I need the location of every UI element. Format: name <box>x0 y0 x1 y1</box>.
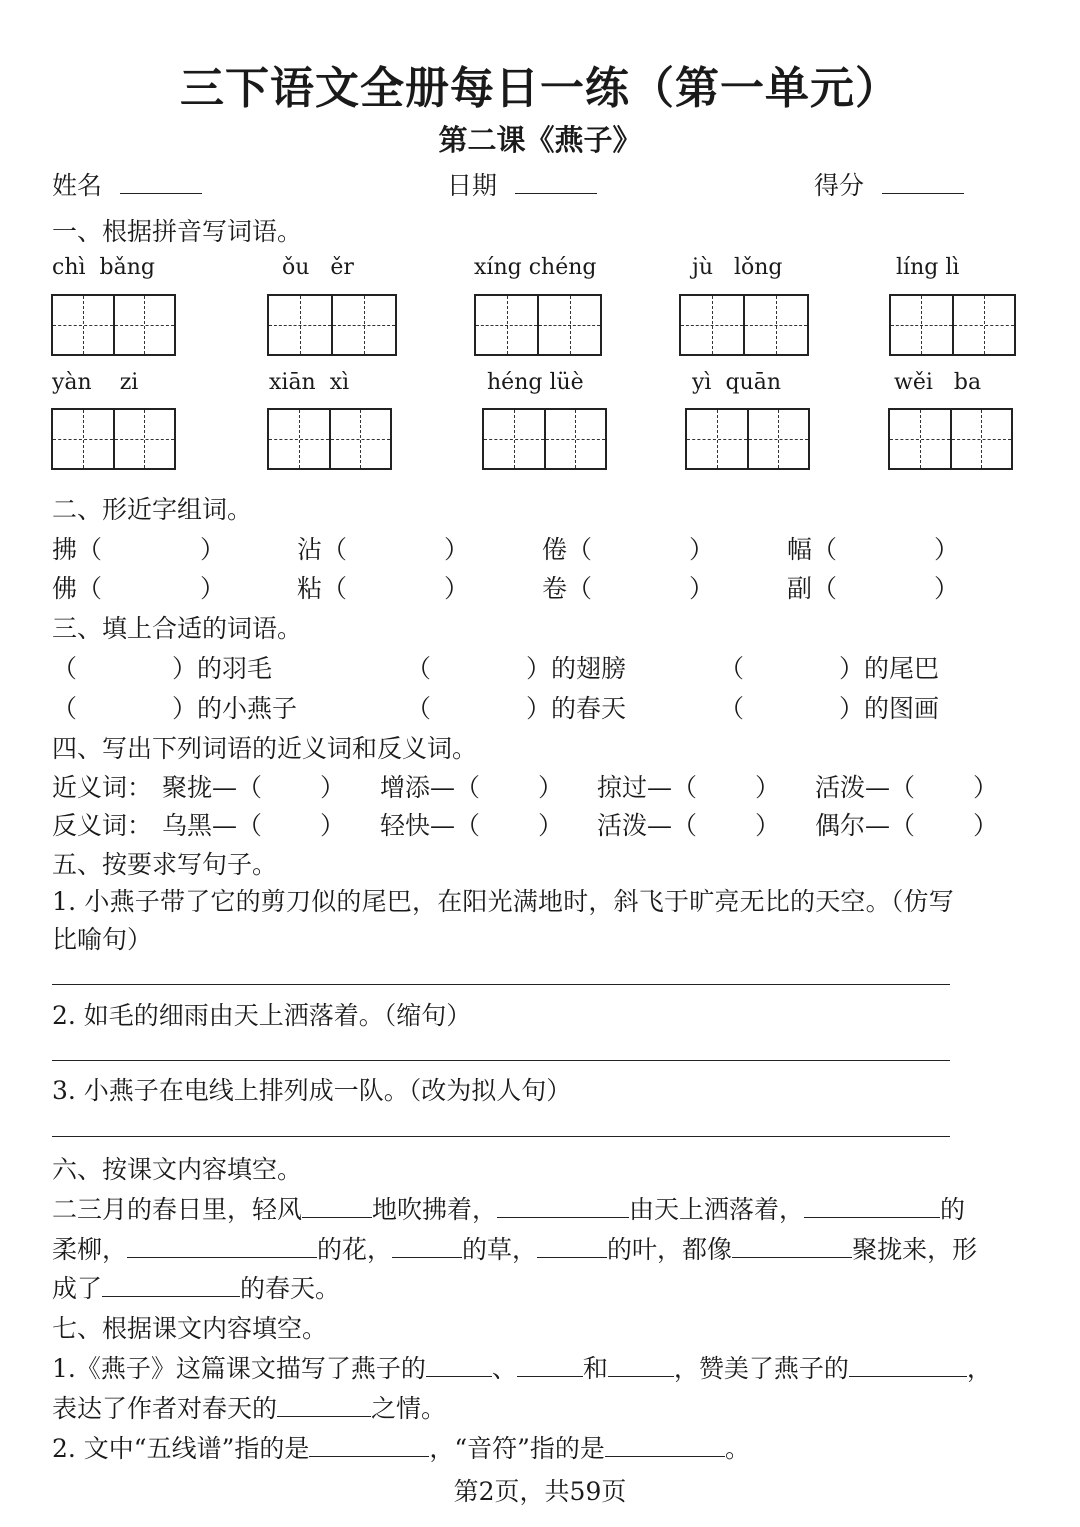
pinyin-label: yì quān <box>692 370 782 395</box>
similar-char-item: 倦（ <box>542 535 593 564</box>
pinyin-label: jù lǒng <box>692 255 783 280</box>
writing-grid[interactable] <box>267 408 392 470</box>
answer-line[interactable] <box>52 1136 950 1137</box>
name-field <box>52 166 202 202</box>
question-7-1-cont: 表达了作者对春天的 之情。 <box>52 1394 447 1423</box>
pinyin-label: héng lüè <box>487 370 584 395</box>
fill-phrase: ）的尾巴 <box>839 654 940 683</box>
close-paren: ） <box>538 811 564 840</box>
fill-blank[interactable] <box>127 1235 317 1258</box>
pinyin-label: xiān xì <box>269 370 350 395</box>
writing-grid[interactable] <box>474 294 602 356</box>
pinyin-label: ǒu ěr <box>282 255 354 280</box>
name-blank[interactable] <box>120 171 202 194</box>
antonym-item: 偶尔—（ <box>815 811 916 840</box>
fill-blank[interactable] <box>804 1195 940 1218</box>
section-2-heading: 二、形近字组词。 <box>52 495 253 524</box>
open-paren: （ <box>719 694 745 723</box>
synonym-item: 增添—（ <box>380 773 481 802</box>
synonym-label: 近义词： <box>52 773 153 802</box>
open-paren: （ <box>52 694 78 723</box>
similar-char-item: 副（ <box>787 574 838 603</box>
answer-line[interactable] <box>52 984 950 985</box>
section-7-heading: 七、根据课文内容填空。 <box>52 1314 328 1343</box>
section-5-heading: 五、按要求写句子。 <box>52 850 278 879</box>
close-paren: ） <box>444 535 470 564</box>
close-paren: ） <box>200 535 226 564</box>
date-blank[interactable] <box>515 171 597 194</box>
worksheet-title: 三下语文全册每日一练（第一单元） <box>180 63 900 114</box>
date-label: 日期 <box>447 171 498 200</box>
section-1-heading: 一、根据拼音写词语。 <box>52 217 303 246</box>
fill-blank[interactable] <box>102 1274 240 1297</box>
similar-char-item: 幅（ <box>787 535 838 564</box>
close-paren: ） <box>538 773 564 802</box>
close-paren: ） <box>934 535 960 564</box>
close-paren: ） <box>444 574 470 603</box>
name-label: 姓名 <box>52 171 103 200</box>
close-paren: ） <box>320 773 346 802</box>
close-paren: ） <box>689 574 715 603</box>
close-paren: ） <box>755 811 781 840</box>
close-paren: ） <box>320 811 346 840</box>
antonym-label: 反义词： <box>52 811 153 840</box>
fill-blank[interactable] <box>309 1434 429 1457</box>
writing-grid[interactable] <box>267 294 397 356</box>
similar-char-item: 卷（ <box>542 574 593 603</box>
question-5-1: 1. 小燕子带了它的剪刀似的尾巴，在阳光满地时，斜飞于旷亮无比的天空。（仿写 <box>52 887 954 916</box>
close-paren: ） <box>755 773 781 802</box>
score-blank[interactable] <box>882 171 964 194</box>
writing-grid[interactable] <box>685 408 810 470</box>
synonym-item: 聚拢—（ <box>162 773 263 802</box>
writing-grid[interactable] <box>889 294 1016 356</box>
antonym-item: 乌黑—（ <box>162 811 263 840</box>
close-paren: ） <box>934 574 960 603</box>
score-label: 得分 <box>814 171 865 200</box>
fill-phrase: ）的春天 <box>526 694 627 723</box>
pinyin-label: líng lì <box>896 255 960 280</box>
pinyin-label: yàn zi <box>52 370 139 395</box>
score-field <box>814 166 964 202</box>
lesson-subtitle: 第二课《燕子》 <box>438 123 642 157</box>
fill-blank[interactable] <box>517 1354 583 1377</box>
similar-char-item: 粘（ <box>297 574 348 603</box>
writing-grid[interactable] <box>51 294 176 356</box>
fill-blank[interactable] <box>732 1235 852 1258</box>
section-6-heading: 六、按课文内容填空。 <box>52 1155 303 1184</box>
writing-grid[interactable] <box>482 408 607 470</box>
close-paren: ） <box>973 773 999 802</box>
writing-grid[interactable] <box>888 408 1013 470</box>
question-7-2: 2. 文中“五线谱”指的是 ，“音符”指的是 。 <box>52 1434 750 1463</box>
fill-blank[interactable] <box>392 1235 462 1258</box>
fill-blank[interactable] <box>537 1235 607 1258</box>
close-paren: ） <box>973 811 999 840</box>
fill-blank[interactable] <box>605 1434 725 1457</box>
section-4-heading: 四、写出下列词语的近义词和反义词。 <box>52 734 478 763</box>
open-paren: （ <box>719 654 745 683</box>
fill-blank[interactable] <box>302 1195 372 1218</box>
passage-line: 二三月的春日里，轻风 地吹拂着， 由天上洒落着， 的 <box>52 1195 966 1224</box>
passage-line: 成了 的春天。 <box>52 1274 341 1303</box>
date-field <box>447 166 597 202</box>
close-paren: ） <box>200 574 226 603</box>
question-5-2: 2. 如毛的细雨由天上洒落着。（缩句） <box>52 1001 472 1030</box>
similar-char-item: 沾（ <box>297 535 348 564</box>
fill-phrase: ）的羽毛 <box>172 654 273 683</box>
page-footer: 第2页，共59页 <box>453 1477 627 1506</box>
synonym-item: 掠过—（ <box>597 773 698 802</box>
pinyin-label: chì bǎng <box>52 255 155 280</box>
open-paren: （ <box>406 694 432 723</box>
open-paren: （ <box>52 654 78 683</box>
pinyin-label: wěi ba <box>894 370 982 395</box>
passage-line: 柔柳， 的花， 的草， 的叶，都像 聚拢来，形 <box>52 1235 978 1264</box>
antonym-item: 轻快—（ <box>380 811 481 840</box>
fill-phrase: ）的小燕子 <box>172 694 298 723</box>
antonym-item: 活泼—（ <box>597 811 698 840</box>
writing-grid[interactable] <box>679 294 809 356</box>
open-paren: （ <box>406 654 432 683</box>
writing-grid[interactable] <box>51 408 176 470</box>
fill-blank[interactable] <box>277 1394 371 1417</box>
fill-blank[interactable] <box>849 1354 967 1377</box>
fill-phrase: ）的翅膀 <box>526 654 627 683</box>
answer-line[interactable] <box>52 1060 950 1061</box>
section-3-heading: 三、填上合适的词语。 <box>52 614 303 643</box>
fill-blank[interactable] <box>608 1354 674 1377</box>
question-5-3: 3. 小燕子在电线上排列成一队。（改为拟人句） <box>52 1076 572 1105</box>
question-5-1-cont: 比喻句） <box>52 925 153 954</box>
pinyin-label: xíng chéng <box>474 255 597 280</box>
close-paren: ） <box>689 535 715 564</box>
fill-blank[interactable] <box>497 1195 629 1218</box>
synonym-item: 活泼—（ <box>815 773 916 802</box>
fill-blank[interactable] <box>426 1354 492 1377</box>
similar-char-item: 佛（ <box>52 574 103 603</box>
fill-phrase: ）的图画 <box>839 694 940 723</box>
question-7-1: 1.《燕子》这篇课文描写了燕子的 、 和 ，赞美了燕子的 ， <box>52 1354 992 1383</box>
similar-char-item: 拂（ <box>52 535 103 564</box>
